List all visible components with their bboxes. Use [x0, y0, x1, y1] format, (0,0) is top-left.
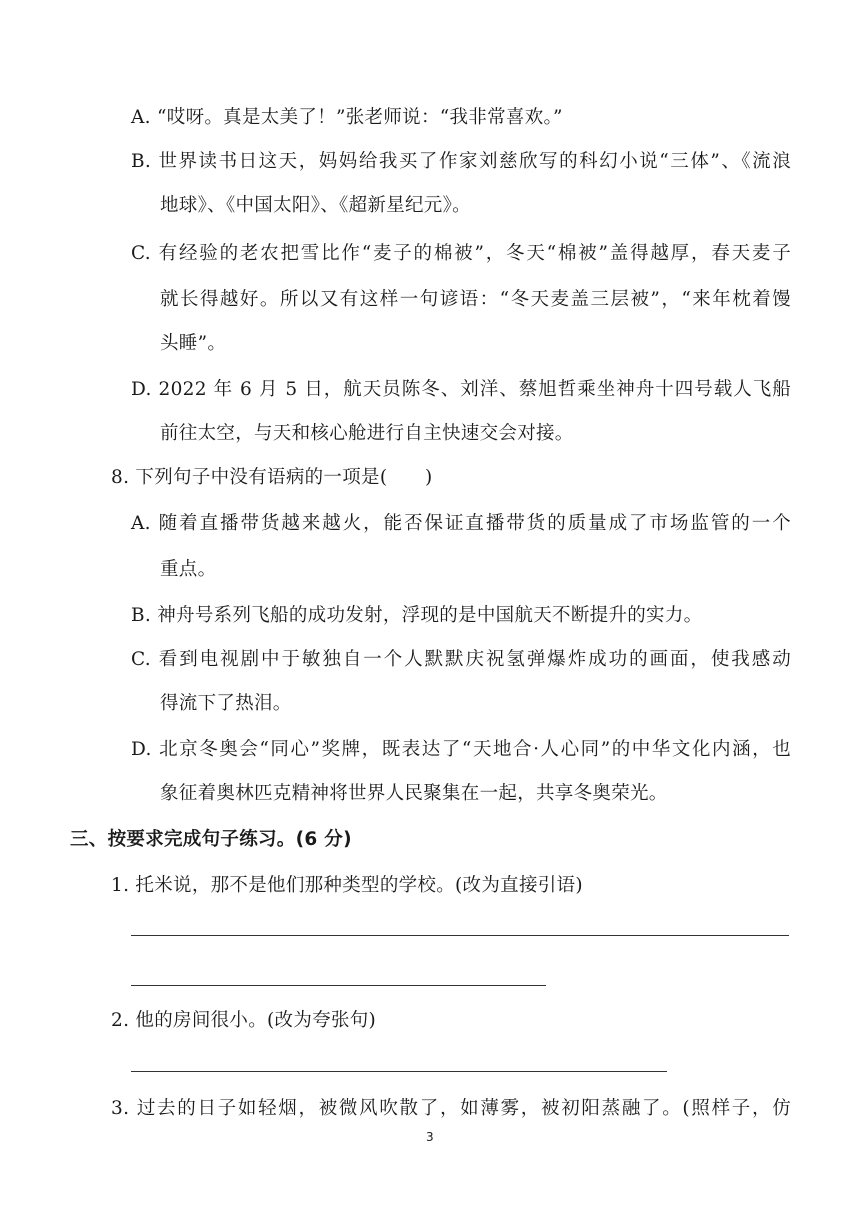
q8-option-c-line1: C. 看到电视剧中于敏独自一个人默默庆祝氢弹爆炸成功的画面，使我感动: [131, 649, 791, 670]
q7-option-c-line1: C. 有经验的老农把雪比作“麦子的棉被”，冬天“棉被”盖得越厚，春天麦子: [131, 243, 791, 264]
answer-line-1a[interactable]: [131, 935, 789, 936]
page-number: 3: [426, 1130, 434, 1144]
section-3-question-2: 2. 他的房间很小。(改为夸张句): [111, 1010, 377, 1031]
section-3-question-1: 1. 托米说，那不是他们那种类型的学校。(改为直接引语): [111, 875, 583, 896]
answer-line-1b[interactable]: [131, 985, 546, 986]
q8-stem: 8. 下列句子中没有语病的一项是( ): [111, 467, 433, 488]
q8-option-d-line2: 象征着奥林匹克精神将世界人民聚集在一起，共享冬奥荣光。: [160, 783, 668, 804]
q8-option-c-line2: 得流下了热泪。: [160, 693, 292, 714]
section-3-heading: 三、按要求完成句子练习。(6 分): [70, 829, 352, 850]
q8-option-b: B. 神舟号系列飞船的成功发射，浮现的是中国航天不断提升的实力。: [131, 605, 703, 626]
q8-option-a-line1: A. 随着直播带货越来越火，能否保证直播带货的质量成了市场监管的一个: [131, 513, 791, 534]
q7-option-c-line2: 就长得越好。所以又有这样一句谚语：“冬天麦盖三层被”，“来年枕着馒: [160, 289, 791, 310]
q7-option-d-line2: 前往太空，与天和核心舱进行自主快速交会对接。: [160, 423, 574, 444]
q7-option-b-line1: B. 世界读书日这天，妈妈给我买了作家刘慈欣写的科幻小说“三体”、《流浪: [131, 151, 791, 172]
answer-line-2[interactable]: [131, 1071, 667, 1072]
q7-option-c-line3: 头睡”。: [160, 333, 227, 354]
q8-option-a-line2: 重点。: [160, 559, 217, 580]
q7-option-a: A. “哎呀。真是太美了！”张老师说：“我非常喜欢。”: [131, 107, 563, 128]
section-3-question-3: 3. 过去的日子如轻烟，被微风吹散了，如薄雾，被初阳蒸融了。(照样子，仿: [111, 1098, 791, 1119]
q7-option-b-line2: 地球》、《中国太阳》、《超新星纪元》。: [160, 195, 471, 216]
q7-option-d-line1: D. 2022 年 6 月 5 日，航天员陈冬、刘洋、蔡旭哲乘坐神舟十四号载人飞船: [131, 379, 791, 400]
q8-option-d-line1: D. 北京冬奥会“同心”奖牌，既表达了“天地合·人心同”的中华文化内涵，也: [131, 739, 791, 760]
